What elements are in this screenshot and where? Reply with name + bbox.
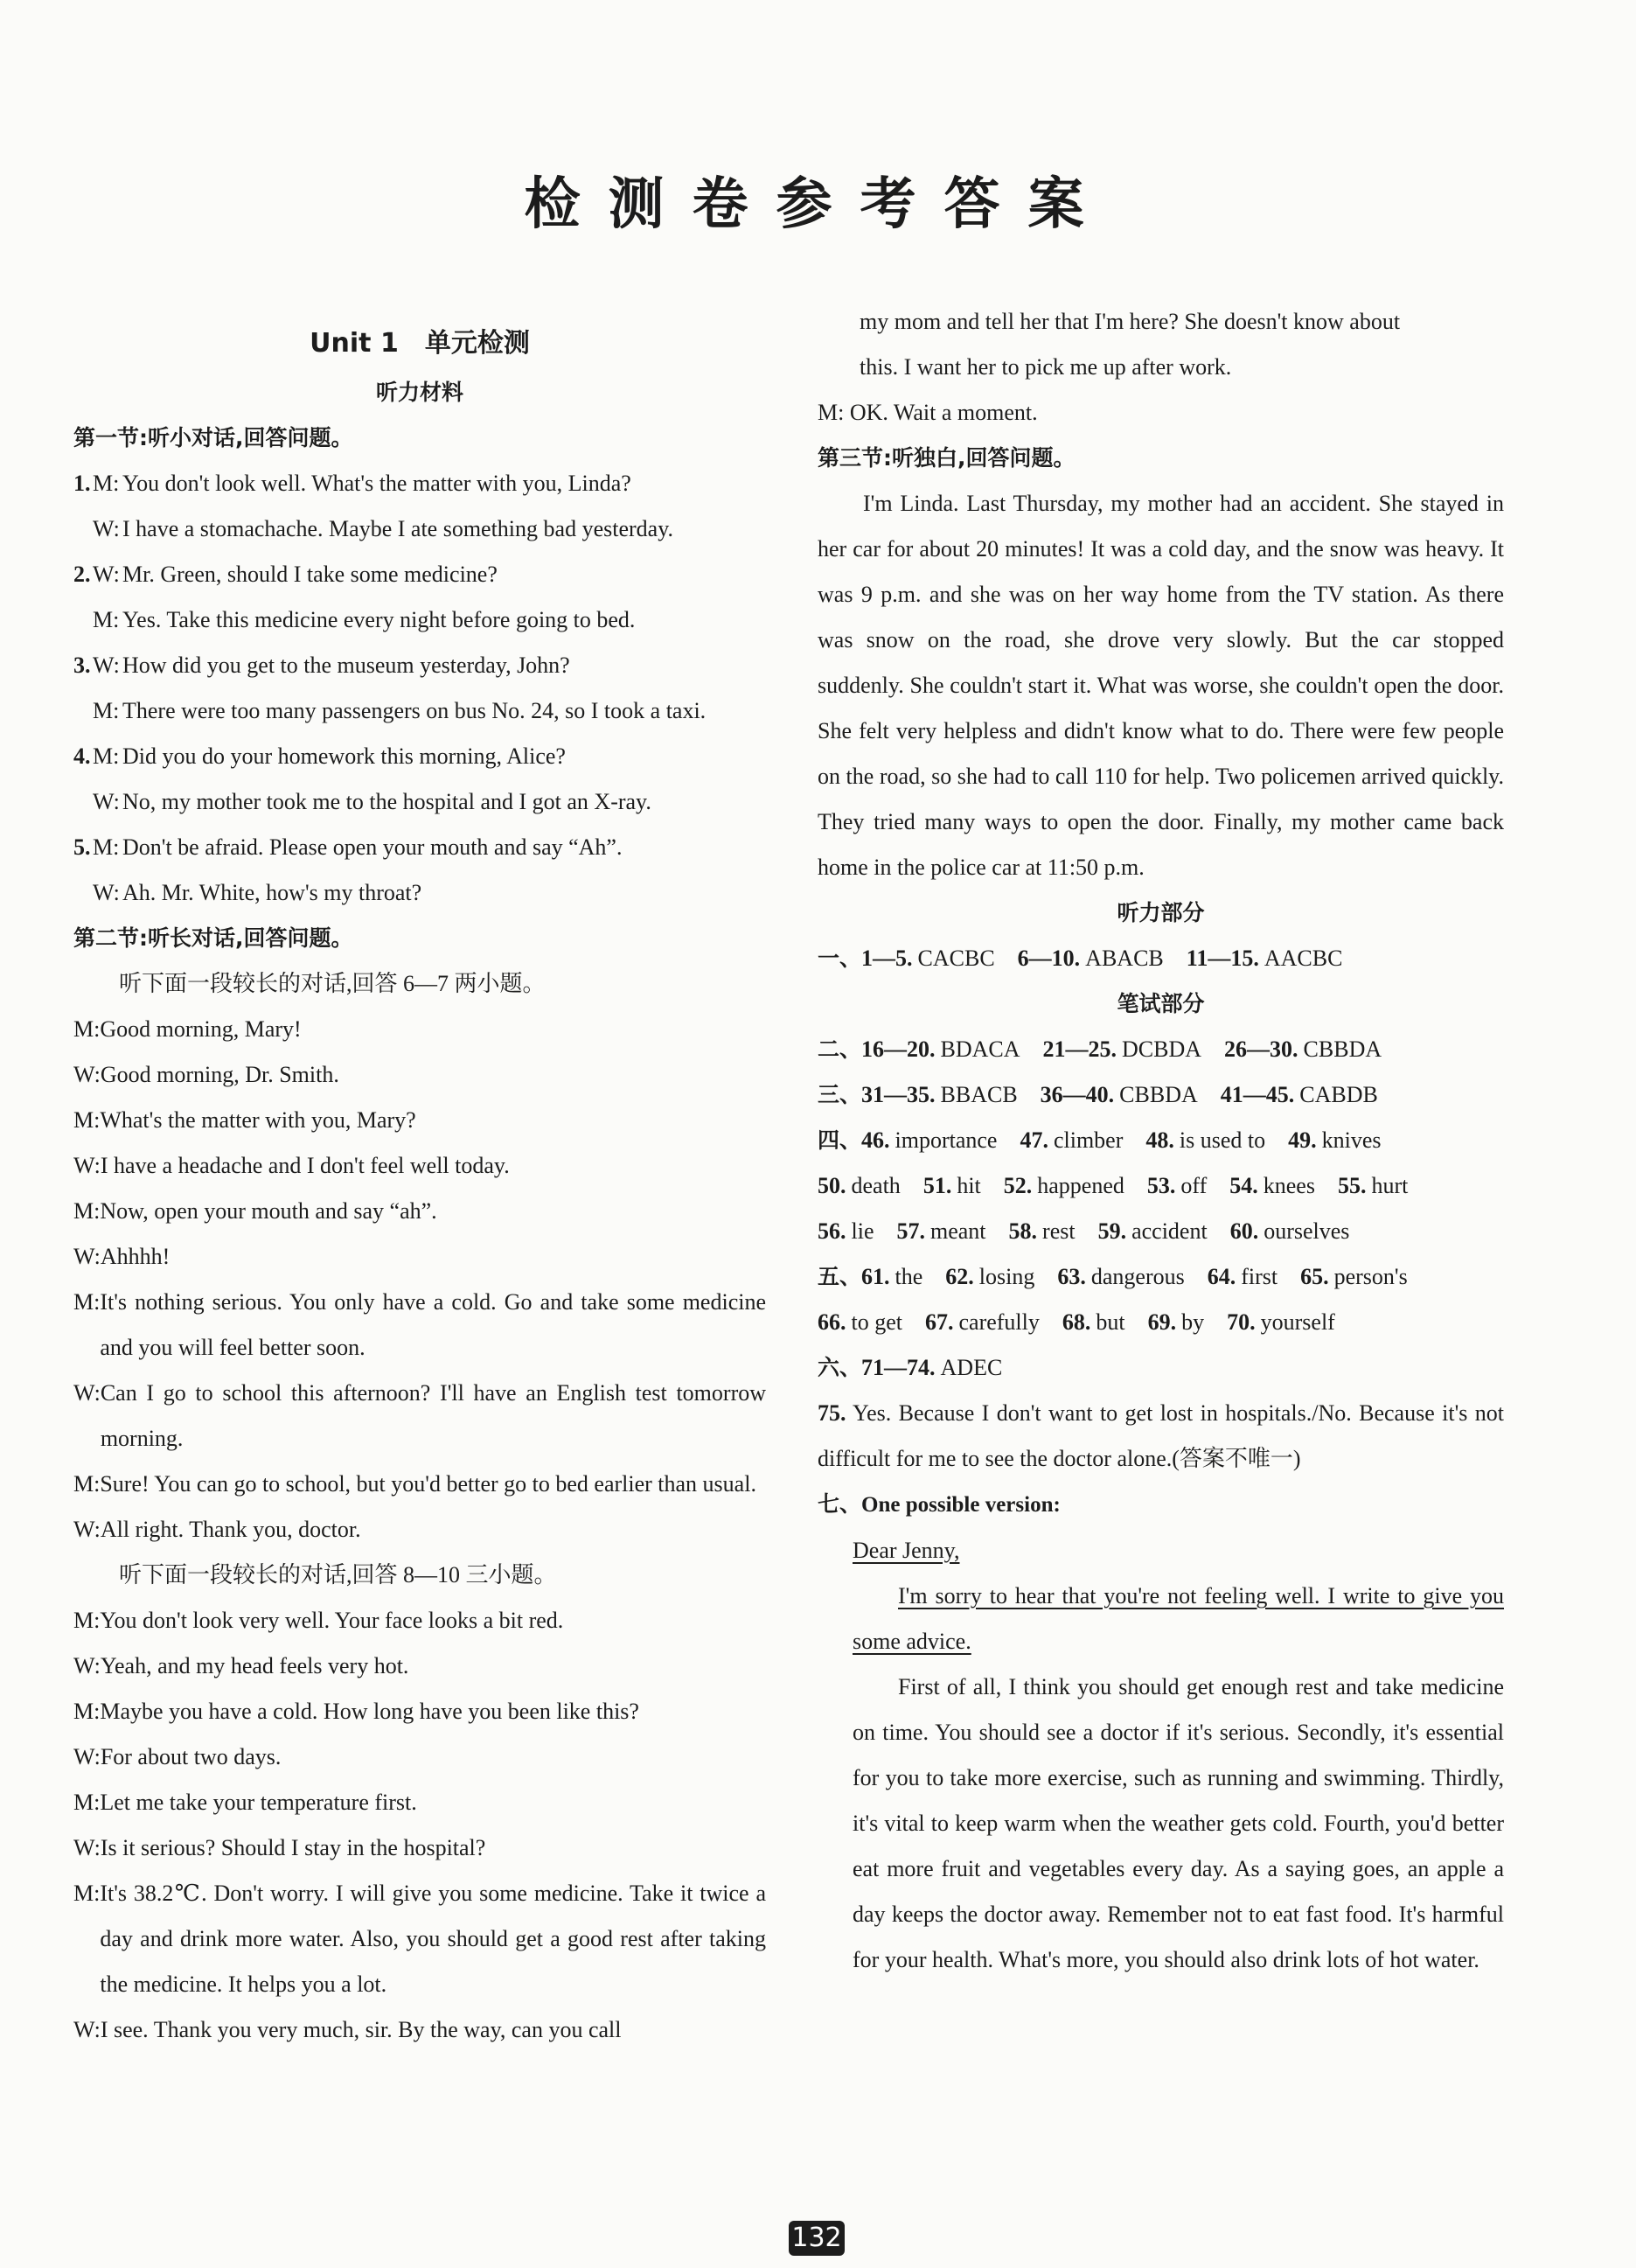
section2-dialog-2 bbox=[73, 1598, 766, 2053]
answer-value: by bbox=[1181, 1309, 1205, 1335]
dialog-text: For about two days. bbox=[100, 1744, 282, 1769]
dialog-text: Good morning, Dr. Smith. bbox=[100, 1062, 339, 1087]
dialog-line bbox=[73, 2007, 766, 2053]
answer-value: carefully bbox=[958, 1309, 1040, 1335]
speaker-label: W: bbox=[93, 516, 120, 541]
dialog-line bbox=[73, 825, 766, 870]
dialog-line bbox=[73, 1689, 766, 1734]
answer-item bbox=[1147, 1173, 1207, 1198]
answer-item bbox=[818, 1218, 874, 1244]
answer-row bbox=[818, 1118, 1504, 1163]
writing-title: One possible version: bbox=[861, 1493, 1061, 1517]
answer-item bbox=[1098, 1218, 1208, 1244]
section2-intro-2: 听下面一段较长的对话,回答 8—10 三小题。 bbox=[119, 1562, 557, 1588]
question-number: 70. bbox=[1227, 1309, 1256, 1335]
answer-value: accident bbox=[1131, 1218, 1208, 1244]
answer-item bbox=[1009, 1218, 1076, 1244]
answer-value: CACBC bbox=[917, 946, 995, 971]
left-column bbox=[73, 302, 766, 2053]
question-number bbox=[73, 688, 93, 734]
page-title: 检测卷参考答案 bbox=[524, 171, 1112, 237]
dialog-text: You don't look very well. Your face looks a bit red. bbox=[100, 1608, 564, 1633]
speaker-label: M: bbox=[73, 1790, 101, 1815]
question-number: 16—20. bbox=[861, 1036, 936, 1062]
question-number: 63. bbox=[1057, 1264, 1086, 1289]
continued-line-1: my mom and tell her that I'm here? She doesn't know about bbox=[860, 309, 1401, 334]
speaker-label: M: bbox=[93, 698, 120, 723]
answer-value: yourself bbox=[1260, 1309, 1335, 1335]
answer-row bbox=[818, 1345, 1504, 1391]
question-75 bbox=[818, 1391, 1504, 1482]
question-number: 53. bbox=[1146, 1173, 1176, 1198]
question-number: 66. bbox=[818, 1309, 846, 1335]
answer-value: knees bbox=[1263, 1173, 1315, 1198]
answer-value: ABACB bbox=[1085, 946, 1164, 971]
section-label: 四、 bbox=[818, 1127, 862, 1153]
answer-value: BDACA bbox=[940, 1036, 1020, 1062]
answer-value: hurt bbox=[1371, 1173, 1409, 1198]
dialog-text: Mr. Green, should I take some medicine? bbox=[122, 562, 498, 587]
answer-item bbox=[1229, 1173, 1315, 1198]
answer-value: rest bbox=[1042, 1218, 1076, 1244]
speaker-label: W: bbox=[73, 1380, 101, 1406]
dialog-line bbox=[73, 734, 766, 779]
written-part-title: 笔试部分 bbox=[1117, 991, 1205, 1016]
question-number: 41—45. bbox=[1220, 1082, 1295, 1107]
dialog-text: OK. Wait a moment. bbox=[849, 400, 1038, 425]
speaker-label: W: bbox=[73, 1244, 101, 1269]
dialog-line bbox=[73, 1007, 766, 1052]
answer-value: to get bbox=[851, 1309, 902, 1335]
answer-item bbox=[1288, 1127, 1381, 1153]
section2-heading: 第二节:听长对话,回答问题。 bbox=[73, 925, 353, 951]
answer-value: person's bbox=[1333, 1264, 1408, 1289]
answer-item bbox=[1145, 1127, 1265, 1153]
section-label: 二、 bbox=[818, 1036, 862, 1062]
section1-heading: 第一节:听小对话,回答问题。 bbox=[73, 425, 353, 450]
section2-intro-1: 听下面一段较长的对话,回答 6—7 两小题。 bbox=[119, 971, 546, 996]
answer-row bbox=[818, 1254, 1504, 1300]
question-number: 51. bbox=[922, 1173, 952, 1198]
answer-value: meant bbox=[930, 1218, 986, 1244]
dialog-text: Don't be afraid. Please open your mouth and say “Ah”. bbox=[122, 834, 623, 860]
dialog-line bbox=[73, 461, 766, 506]
answer-item bbox=[818, 1355, 1002, 1380]
answer-value: hit bbox=[957, 1173, 981, 1198]
dialog-text: Can I go to school this afternoon? I'll have an English test tomorrow morning. bbox=[100, 1380, 766, 1451]
dialog-line bbox=[73, 1143, 766, 1189]
answer-row bbox=[818, 1072, 1504, 1118]
dialog-line bbox=[73, 1371, 766, 1462]
answer-value: ourselves bbox=[1264, 1218, 1350, 1244]
dialog-text: I have a headache and I don't feel well today. bbox=[100, 1153, 510, 1178]
speaker-label: W: bbox=[73, 1153, 101, 1178]
speaker-label: M: bbox=[73, 1608, 101, 1633]
question-number: 26—30. bbox=[1224, 1036, 1298, 1062]
question-number: 59. bbox=[1097, 1218, 1127, 1244]
answer-value: but bbox=[1096, 1309, 1125, 1335]
question-number: 62. bbox=[945, 1264, 974, 1289]
answer-item bbox=[1230, 1218, 1350, 1244]
answer-item bbox=[1208, 1264, 1277, 1289]
question-number: 56. bbox=[818, 1218, 846, 1244]
answer-item bbox=[1057, 1264, 1184, 1289]
dialog-line bbox=[73, 597, 766, 643]
answer-value: dangerous bbox=[1090, 1264, 1185, 1289]
question-number: 60. bbox=[1229, 1218, 1259, 1244]
answer-row bbox=[818, 1209, 1504, 1254]
question-number: 1. bbox=[73, 471, 91, 496]
answer-item bbox=[1227, 1309, 1335, 1335]
section1-dialogs bbox=[73, 461, 766, 916]
answer-item bbox=[1187, 946, 1343, 971]
dialog-line bbox=[73, 643, 766, 688]
section-label: 一、 bbox=[818, 946, 862, 971]
question-number: 54. bbox=[1229, 1173, 1258, 1198]
answer-value: AACBC bbox=[1264, 946, 1343, 971]
answer-item bbox=[818, 1309, 902, 1335]
answer-value: ADEC bbox=[940, 1355, 1003, 1380]
answer-item bbox=[1018, 946, 1164, 971]
speaker-label: M: bbox=[73, 1289, 101, 1315]
answer-row bbox=[818, 1027, 1504, 1072]
question-number: 67. bbox=[925, 1309, 954, 1335]
answer-item bbox=[1020, 1127, 1123, 1153]
question-number: 3. bbox=[73, 652, 91, 678]
question-number: 5. bbox=[73, 834, 91, 860]
dialog-text: Sure! You can go to school, but you'd better go to bed earlier than usual. bbox=[100, 1471, 756, 1497]
question-number: 64. bbox=[1207, 1264, 1236, 1289]
answer-value: is used to bbox=[1179, 1127, 1266, 1153]
answer-text: Yes. Because I don't want to get lost in hospitals./No. Because it's not difficult for me to see the doctor alone.(答案不唯一) bbox=[818, 1400, 1504, 1471]
speaker-label: W: bbox=[93, 789, 120, 814]
dialog-line bbox=[73, 1734, 766, 1780]
question-number: 4. bbox=[73, 743, 91, 769]
answer-value: knives bbox=[1321, 1127, 1382, 1153]
monologue-text: I'm Linda. Last Thursday, my mother had an accident. She stayed in her car for about 20 minutes! It was a cold day, and the snow was heavy. It was 9 p.m. and she was on her way home from the TV station. As there was snow on the road, she drove very slowly. But the car stopped suddenly. She couldn't start it. What was worse, she couldn't open the door. She felt very helpless and didn't know what to do. There were few people on the road, so she had to call 110 for help. Two policemen arrived quickly. They tried many ways to open the door. Finally, my mother came back home in the police car at 11:50 p.m. bbox=[818, 491, 1504, 880]
dialog-text: No, my mother took me to the hospital and I got an X-ray. bbox=[122, 789, 651, 814]
dialog-text: What's the matter with you, Mary? bbox=[100, 1107, 416, 1133]
dialog-line bbox=[73, 1643, 766, 1689]
answer-item bbox=[818, 1036, 1020, 1062]
question-number: 11—15. bbox=[1186, 946, 1259, 971]
dialog-line bbox=[73, 1462, 766, 1507]
letter-paragraph-1 bbox=[818, 1574, 1504, 1664]
section-label: 五、 bbox=[818, 1264, 862, 1289]
answer-row bbox=[818, 1163, 1504, 1209]
question-number: 50. bbox=[818, 1173, 846, 1198]
speaker-label: W: bbox=[73, 1653, 101, 1678]
speaker-label: W: bbox=[73, 1835, 101, 1860]
right-column bbox=[818, 299, 1504, 1983]
answer-value: losing bbox=[978, 1264, 1035, 1289]
answer-item bbox=[1224, 1036, 1382, 1062]
answer-value: CBBDA bbox=[1119, 1082, 1198, 1107]
answer-item bbox=[897, 1218, 986, 1244]
dialog-line bbox=[73, 1052, 766, 1098]
answer-value: climber bbox=[1053, 1127, 1124, 1153]
answer-item bbox=[818, 946, 995, 971]
dialog-line bbox=[73, 506, 766, 552]
dialog-line bbox=[73, 870, 766, 916]
answer-row bbox=[818, 1300, 1504, 1345]
answer-item bbox=[1338, 1173, 1408, 1198]
question-number bbox=[73, 779, 93, 825]
speaker-label: M: bbox=[93, 834, 120, 860]
answer-item bbox=[818, 1082, 1018, 1107]
dialog-text: It's 38.2℃. Don't worry. I will give you some medicine. Take it twice a day and drink more water. Also, you should get a good rest after taking the medicine. It helps you a lot. bbox=[100, 1881, 766, 1997]
speaker-label: M: bbox=[93, 743, 120, 769]
speaker-label: M: bbox=[93, 607, 120, 632]
writing-heading bbox=[818, 1482, 1504, 1528]
question-number: 2. bbox=[73, 562, 91, 587]
dialog-line bbox=[73, 1280, 766, 1371]
speaker-label: W: bbox=[93, 652, 120, 678]
question-number: 55. bbox=[1337, 1173, 1367, 1198]
answer-row bbox=[818, 936, 1504, 981]
question-number: 31—35. bbox=[861, 1082, 936, 1107]
answer-value: BBACB bbox=[940, 1082, 1018, 1107]
question-number: 71—74. bbox=[861, 1355, 936, 1380]
continued-line-2: this. I want her to pick me up after work. bbox=[860, 354, 1232, 380]
dialog-text: It's nothing serious. You only have a cold. Go and take some medicine and you will feel better soon. bbox=[100, 1289, 766, 1360]
question-number: 69. bbox=[1147, 1309, 1177, 1335]
speaker-label: M: bbox=[73, 1016, 101, 1042]
dialog-line bbox=[73, 779, 766, 825]
letter-greeting bbox=[818, 1528, 1504, 1574]
answer-value: DCBDA bbox=[1122, 1036, 1202, 1062]
dialog-text: Yes. Take this medicine every night before going to bed. bbox=[122, 607, 636, 632]
dialog-text: I see. Thank you very much, sir. By the way, can you call bbox=[100, 2017, 622, 2042]
dialog-text: Ah. Mr. White, how's my throat? bbox=[122, 880, 422, 905]
listening-part-title: 听力部分 bbox=[1117, 900, 1205, 925]
letter-paragraph-2: First of all, I think you should get enough rest and take medicine on time. You should see a doctor if it's serious. Secondly, it's essential for you to take more exercise, such as running and swimming. Thirdly, it's vital to keep warm when the weather gets cold. Fourth, you'd better eat more fruit and vegetables every day. As a saying goes, an apple a day keeps the doctor away. Remember not to eat fast food. It's harmful for your health. What's more, you should also drink lots of hot water. bbox=[853, 1674, 1504, 1972]
speaker-label: M: bbox=[73, 1881, 101, 1906]
question-number bbox=[73, 506, 93, 552]
answer-item bbox=[945, 1264, 1034, 1289]
dialog-line bbox=[73, 552, 766, 597]
speaker-label: W: bbox=[73, 2017, 101, 2042]
listening-answers bbox=[818, 936, 1504, 981]
speaker-label: W: bbox=[73, 1062, 101, 1087]
answer-value: off bbox=[1180, 1173, 1208, 1198]
paragraph-text: I'm sorry to hear that you're not feeling well. I write to give you some advice. bbox=[853, 1583, 1504, 1654]
question-number: 47. bbox=[1020, 1127, 1048, 1153]
dialog-text: All right. Thank you, doctor. bbox=[100, 1517, 361, 1542]
speaker-label: M: bbox=[73, 1699, 101, 1724]
dialog-text: You don't look well. What's the matter with you, Linda? bbox=[122, 471, 631, 496]
continued-reply bbox=[818, 390, 1504, 436]
page-number-badge: 132 bbox=[789, 2221, 845, 2256]
speaker-label: M: bbox=[93, 471, 120, 496]
section2-dialog-1 bbox=[73, 1007, 766, 1553]
question-number: 6—10. bbox=[1017, 946, 1081, 971]
speaker-label: W: bbox=[93, 880, 120, 905]
dialog-text: Now, open your mouth and say “ah”. bbox=[100, 1198, 437, 1224]
dialog-line bbox=[73, 1598, 766, 1643]
dialog-text: How did you get to the museum yesterday, John? bbox=[122, 652, 570, 678]
answer-value: the bbox=[895, 1264, 923, 1289]
dialog-text: Good morning, Mary! bbox=[100, 1016, 302, 1042]
dialog-text: There were too many passengers on bus No. 24, so I took a taxi. bbox=[122, 698, 707, 723]
question-number: 57. bbox=[896, 1218, 925, 1244]
dialog-text: Yeah, and my head feels very hot. bbox=[100, 1653, 409, 1678]
dialog-line bbox=[73, 1507, 766, 1553]
answer-item bbox=[1221, 1082, 1378, 1107]
answer-item bbox=[1043, 1036, 1202, 1062]
answer-item bbox=[925, 1309, 1040, 1335]
question-number: 49. bbox=[1288, 1127, 1317, 1153]
written-answers bbox=[818, 1027, 1504, 1391]
question-number: 21—25. bbox=[1042, 1036, 1117, 1062]
answer-item bbox=[1004, 1173, 1124, 1198]
answer-item bbox=[818, 1173, 901, 1198]
answer-value: CBBDA bbox=[1303, 1036, 1382, 1062]
answer-value: CABDB bbox=[1299, 1082, 1378, 1107]
answer-item bbox=[818, 1127, 997, 1153]
unit-title: Unit 1 单元检测 bbox=[310, 328, 530, 359]
question-number: 68. bbox=[1062, 1309, 1091, 1335]
dialog-text: Ahhhh! bbox=[100, 1244, 171, 1269]
question-number: 58. bbox=[1008, 1218, 1038, 1244]
dialog-text: Did you do your homework this morning, Alice? bbox=[122, 743, 566, 769]
dialog-text: Let me take your temperature first. bbox=[100, 1790, 417, 1815]
dialog-line bbox=[73, 1871, 766, 2007]
dialog-line bbox=[73, 1098, 766, 1143]
answer-item bbox=[1062, 1309, 1125, 1335]
question-number: 36—40. bbox=[1040, 1082, 1115, 1107]
section-label: 六、 bbox=[818, 1355, 862, 1380]
question-number bbox=[73, 597, 93, 643]
section3-heading: 第三节:听独白,回答问题。 bbox=[818, 445, 1076, 471]
speaker-label: W: bbox=[73, 1517, 101, 1542]
answer-value: importance bbox=[895, 1127, 998, 1153]
question-number bbox=[73, 870, 93, 916]
answer-item bbox=[1148, 1309, 1205, 1335]
greeting-text: Dear Jenny, bbox=[853, 1538, 960, 1563]
answer-item bbox=[923, 1173, 981, 1198]
section-label: 三、 bbox=[818, 1082, 862, 1107]
answer-value: lie bbox=[851, 1218, 874, 1244]
dialog-text: Maybe you have a cold. How long have you been like this? bbox=[100, 1699, 639, 1724]
question-number: 1—5. bbox=[861, 946, 913, 971]
dialog-line bbox=[73, 1234, 766, 1280]
section-label: 七、 bbox=[818, 1491, 862, 1517]
speaker-label: M: bbox=[818, 400, 845, 425]
speaker-label: M: bbox=[73, 1198, 101, 1224]
answer-item bbox=[1300, 1264, 1408, 1289]
dialog-line bbox=[73, 688, 766, 734]
dialog-line bbox=[73, 1780, 766, 1825]
answer-item bbox=[818, 1264, 922, 1289]
question-number: 48. bbox=[1145, 1127, 1174, 1153]
answer-value: first bbox=[1241, 1264, 1278, 1289]
speaker-label: M: bbox=[73, 1107, 101, 1133]
dialog-line bbox=[73, 1825, 766, 1871]
question-number: 65. bbox=[1300, 1264, 1329, 1289]
question-number: 46. bbox=[861, 1127, 890, 1153]
speaker-label: W: bbox=[93, 562, 120, 587]
question-number: 52. bbox=[1003, 1173, 1033, 1198]
speaker-label: M: bbox=[73, 1471, 101, 1497]
listening-material-title: 听力材料 bbox=[375, 380, 463, 405]
speaker-label: W: bbox=[73, 1744, 101, 1769]
question-number: 75. bbox=[818, 1400, 846, 1426]
answer-value: death bbox=[851, 1173, 901, 1198]
dialog-text: I have a stomachache. Maybe I ate something bad yesterday. bbox=[122, 516, 674, 541]
dialog-line bbox=[73, 1189, 766, 1234]
answer-value: happened bbox=[1037, 1173, 1124, 1198]
answer-item bbox=[1041, 1082, 1198, 1107]
dialog-text: Is it serious? Should I stay in the hospital? bbox=[100, 1835, 486, 1860]
question-number: 61. bbox=[861, 1264, 890, 1289]
